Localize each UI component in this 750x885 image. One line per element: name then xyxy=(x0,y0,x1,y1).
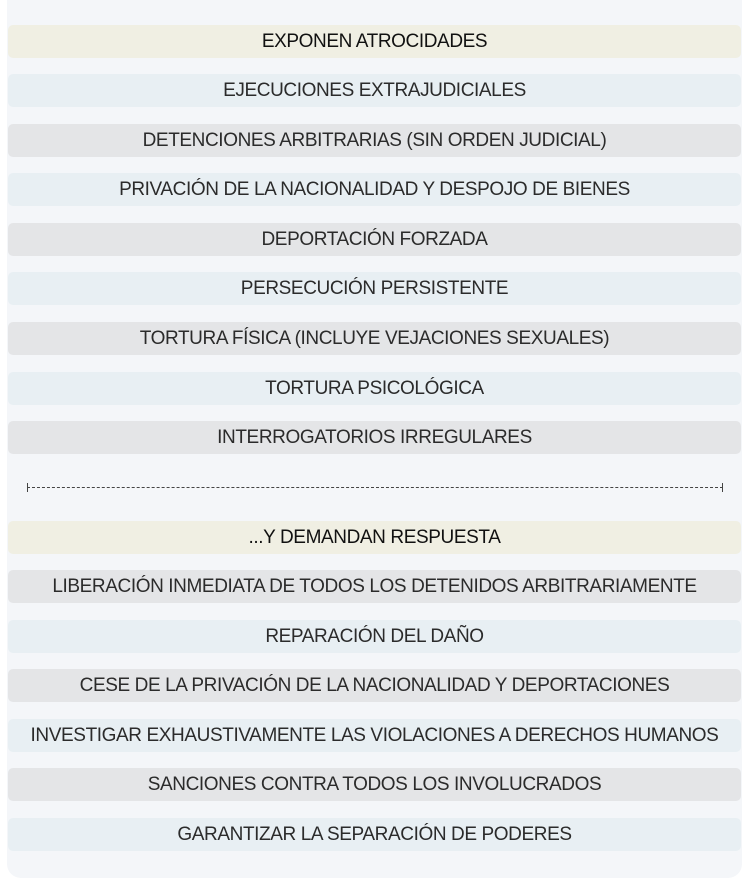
atrocity-item: EJECUCIONES EXTRAJUDICIALES xyxy=(8,74,741,107)
section-divider xyxy=(27,487,723,488)
atrocity-item: DEPORTACIÓN FORZADA xyxy=(8,223,741,256)
demand-item: CESE DE LA PRIVACIÓN DE LA NACIONALIDAD Y DEPORTACIONES xyxy=(8,669,741,702)
demand-item: SANCIONES CONTRA TODOS LOS INVOLUCRADOS xyxy=(8,768,741,801)
atrocity-item: PRIVACIÓN DE LA NACIONALIDAD Y DESPOJO DE BIENES xyxy=(8,173,741,206)
atrocity-item: TORTURA PSICOLÓGICA xyxy=(8,372,741,405)
demand-item: REPARACIÓN DEL DAÑO xyxy=(8,620,741,653)
section-header-demands: ...Y DEMANDAN RESPUESTA xyxy=(8,521,741,554)
demand-item: LIBERACIÓN INMEDIATA DE TODOS LOS DETENIDOS ARBITRARIAMENTE xyxy=(8,570,741,603)
atrocity-item: INTERROGATORIOS IRREGULARES xyxy=(8,421,741,454)
section-header-atrocities: EXPONEN ATROCIDADES xyxy=(8,25,741,58)
atrocity-item: DETENCIONES ARBITRARIAS (SIN ORDEN JUDICIAL) xyxy=(8,124,741,157)
atrocity-item: PERSECUCIÓN PERSISTENTE xyxy=(8,272,741,305)
demand-item: INVESTIGAR EXHAUSTIVAMENTE LAS VIOLACIONES A DERECHOS HUMANOS xyxy=(8,719,741,752)
demand-item: GARANTIZAR LA SEPARACIÓN DE PODERES xyxy=(8,818,741,851)
atrocity-item: TORTURA FÍSICA (INCLUYE VEJACIONES SEXUALES) xyxy=(8,322,741,355)
